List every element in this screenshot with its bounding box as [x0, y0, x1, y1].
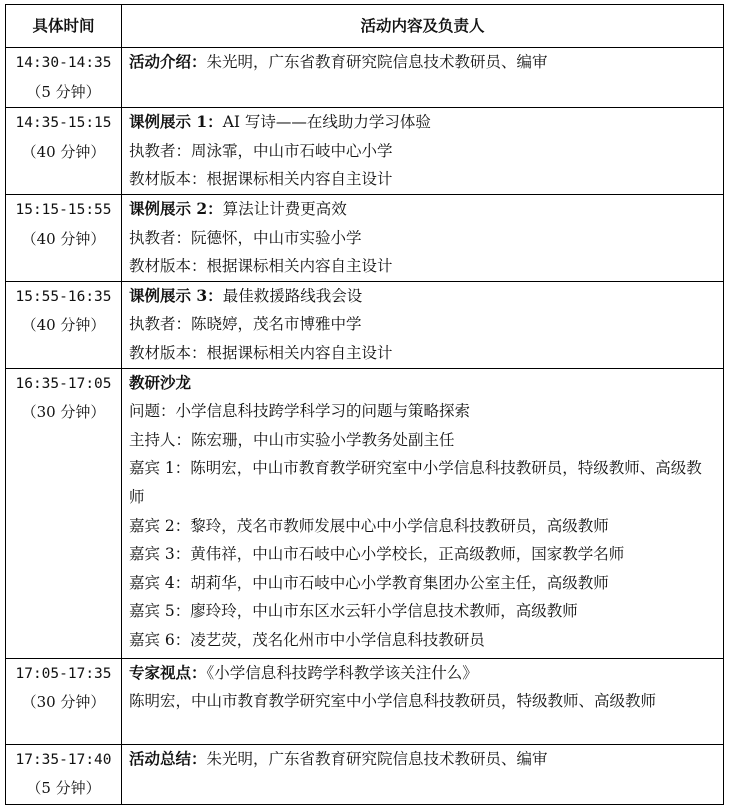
teacher-line: 执教者：周泳霏，中山市石岐中心小学: [129, 141, 393, 160]
activity-title: [129, 745, 717, 774]
header-row: [6, 5, 724, 48]
salon-guest-1: 嘉宾 1：陈明宏，中山市教育教学研究室中小学信息科技教研员，特级教师、高级教师: [129, 459, 702, 506]
salon-guest-4: 嘉宾 4：胡莉华，中山市石岐中心小学教育集团办公室主任，高级教师: [129, 573, 609, 592]
activity-label: 课例展示 3：: [129, 285, 223, 305]
table-row: [6, 48, 724, 108]
teacher-line: 执教者：阮德怀，中山市实验小学: [129, 228, 362, 247]
time-range: 17:35-17:40: [15, 751, 112, 768]
time-range: 16:35-17:05: [15, 375, 112, 392]
salon-host: 主持人：陈宏珊，中山市实验小学教务处副主任: [129, 430, 455, 449]
table-row: [6, 658, 724, 744]
time-cell: [6, 281, 122, 368]
time-range: 14:35-15:15: [15, 115, 112, 132]
content-cell: [122, 658, 724, 744]
teacher-line: 执教者：陈晓婷，茂名市博雅中学: [129, 315, 362, 334]
time-range: 17:05-17:35: [15, 665, 112, 682]
time-cell: [6, 658, 122, 744]
time-range: 14:30-14:35: [15, 55, 112, 71]
duration: （40 分钟）: [21, 229, 106, 248]
duration: （30 分钟）: [21, 403, 106, 422]
content-cell: [122, 368, 724, 658]
content-cell: [122, 744, 724, 804]
time-cell: [6, 48, 122, 108]
duration: （5 分钟）: [26, 82, 101, 101]
content-cell: [122, 108, 724, 195]
content-cell: [122, 194, 724, 281]
table-row: [6, 744, 724, 804]
table-row: [6, 108, 724, 195]
activity-label: 课例展示 2：: [129, 198, 223, 218]
content-cell: [122, 48, 724, 108]
header-content: 活动内容及负责人: [122, 5, 724, 48]
time-cell: [6, 194, 122, 281]
table-row: [6, 368, 724, 658]
header-time: 具体时间: [6, 5, 122, 48]
content-cell: [122, 281, 724, 368]
activity-text: 朱光明，广东省教育研究院信息技术教研员、编审: [206, 53, 548, 71]
textbook-line: 教材版本：根据课标相关内容自主设计: [129, 170, 393, 189]
time-range: 15:55-16:35: [15, 288, 112, 305]
time-cell: [6, 108, 122, 195]
activity-label: 课例展示 1：: [129, 112, 223, 132]
table-row: [6, 281, 724, 368]
time-cell: [6, 744, 122, 804]
duration: （40 分钟）: [21, 142, 106, 161]
activity-text: 算法让计费更高效: [222, 199, 347, 218]
activity-title: [129, 48, 717, 77]
activity-label: 活动总结：: [129, 748, 207, 768]
time-cell: [6, 368, 122, 658]
duration: （5 分钟）: [26, 779, 101, 798]
salon-guest-5: 嘉宾 5：廖玲玲，中山市东区水云轩小学信息技术教师，高级教师: [129, 602, 578, 621]
activity-text: AI 写诗——在线助力学习体验: [222, 113, 431, 132]
textbook-line: 教材版本：根据课标相关内容自主设计: [129, 343, 393, 362]
activity-label: 专家视点：: [129, 662, 207, 682]
salon-guest-3: 嘉宾 3：黄伟祥，中山市石岐中心小学校长，正高级教师，国家教学名师: [129, 545, 625, 564]
activity-text: 《小学信息科技跨学科教学该关注什么》: [206, 663, 478, 682]
activity-text: 最佳救援路线我会设: [222, 286, 363, 305]
activity-title: [129, 282, 717, 311]
salon-topic: 问题：小学信息科技跨学科学习的问题与策略探索: [129, 402, 471, 421]
activity-text: 朱光明，广东省教育研究院信息技术教研员、编审: [206, 749, 548, 768]
textbook-line: 教材版本：根据课标相关内容自主设计: [129, 257, 393, 276]
activity-title: [129, 108, 717, 137]
activity-label: 活动介绍：: [129, 52, 207, 71]
salon-title: 教研沙龙: [129, 372, 192, 392]
duration: （40 分钟）: [21, 316, 106, 335]
time-range: 15:15-15:55: [15, 201, 112, 218]
duration: （30 分钟）: [21, 693, 106, 712]
activity-title: [129, 659, 717, 688]
salon-guest-6: 嘉宾 6：凌艺荧，茂名化州市中小学信息科技教研员: [129, 630, 485, 649]
activity-title: [129, 195, 717, 224]
schedule-table: [5, 4, 724, 805]
table-row: [6, 194, 724, 281]
salon-guest-2: 嘉宾 2：黎玲，茂名市教师发展中心中小学信息科技教研员，高级教师: [129, 516, 609, 535]
expert-detail: 陈明宏，中山市教育教学研究室中小学信息科技教研员，特级教师、高级教师: [129, 692, 657, 711]
